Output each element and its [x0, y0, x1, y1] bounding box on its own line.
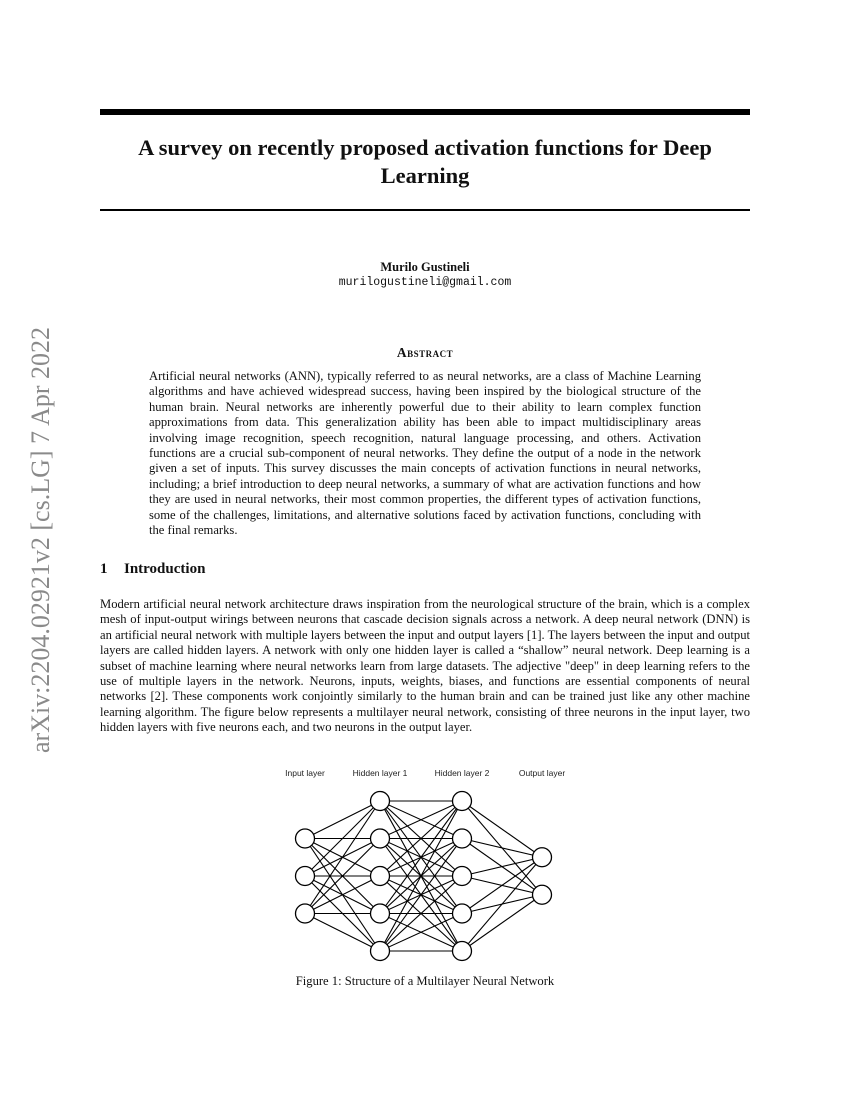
neuron-layer2-3 — [371, 867, 390, 886]
figure-caption: Figure 1: Structure of a Multilayer Neural Network — [295, 974, 555, 988]
neuron-layer2-5 — [371, 942, 390, 961]
neuron-layer3-3 — [453, 867, 472, 886]
layer-label-1: Input layer — [285, 768, 325, 778]
connection-L3-4-1 — [462, 857, 542, 913]
section-title: Introduction — [124, 561, 206, 577]
arxiv-identifier-text: arXiv:2204.02921v2 [cs.LG] 7 Apr 2022 — [26, 326, 55, 754]
neuron-layer3-2 — [453, 829, 472, 848]
neuron-layer1-2 — [296, 867, 315, 886]
introduction-paragraph: Modern artificial neural network architecture draws inspiration from the neurological structure of the brain, which is a complex mesh of input-output wirings between neurons that cascade decision signals across a network. A deep neural network (DNN) is an artificial neural network with multiple layers between the input and output layers [1]. The layers between the input and output layers are called hidden layers. A network with only one hidden layer is called a “shallow” neural network. Deep learning is a subset of machine learning where neural networks learn from large datasets. The adjective "deep" in deep learning refers to the use of multiple layers in the network. Neurons, inputs, weights, biases, and functions are essential components of neural networks [2]. These components work conjointly similarly to the human brain and can be trained just like any other machine learning algorithm. The figure below represents a multilayer neural network, consisting of three neurons in the input layer, two hidden layers with five neurons each, and two neurons in the output layer. — [100, 597, 750, 735]
connection-L3-5-2 — [462, 895, 542, 951]
title-bottom-rule — [100, 209, 750, 211]
neural-network-diagram — [270, 762, 590, 972]
neuron-layer4-1 — [533, 848, 552, 867]
neuron-layer3-1 — [453, 792, 472, 811]
layer-label-4: Output layer — [518, 768, 566, 778]
section-heading — [100, 561, 205, 578]
connection-L1-1-1 — [305, 801, 380, 839]
author-name: Murilo Gustineli — [380, 260, 470, 274]
connection-L3-2-1 — [462, 839, 542, 858]
section-number: 1 — [100, 561, 108, 577]
connection-L1-3-5 — [305, 914, 380, 952]
neuron-layer4-2 — [533, 885, 552, 904]
layer-label-2: Hidden layer 1 — [352, 768, 408, 778]
connection-L1-3-1 — [305, 801, 380, 914]
neuron-layer2-4 — [371, 904, 390, 923]
abstract-heading: Abstract — [396, 345, 454, 360]
connection-L3-5-1 — [462, 857, 542, 951]
neuron-layer1-3 — [296, 904, 315, 923]
neural-network-figure — [270, 762, 590, 972]
abstract-text: Artificial neural networks (ANN), typically referred to as neural networks, are a class of Machine Learning algorithms and have achieved widespread success, having been inspired by the biological structure of the human brain. Neural networks are inherently powerful due to their ability to learn complex function approximations from data. This generalization ability has been able to impact multidisciplinary areas involving image recognition, speech recognition, natural language processing, and others. Activation functions are a crucial sub-component of neural networks. They define the output of a node in the network given a set of inputs. This survey discusses the main concepts of activation functions in neural networks, including; a brief introduction to deep neural networks, a summary of what are activation functions and how they are used in neural networks, their most common properties, the different types of activation functions, some of the challenges, limitations, and alternative solutions faced by activation functions, concluding with the final remarks. — [149, 369, 701, 538]
connection-L3-3-1 — [462, 857, 542, 876]
paper-title: A survey on recently proposed activation functions for Deep Learning — [138, 135, 712, 188]
layer-label-3: Hidden layer 2 — [434, 768, 490, 778]
neuron-layer3-5 — [453, 942, 472, 961]
arxiv-identifier-margin — [18, 300, 64, 780]
neuron-layer2-1 — [371, 792, 390, 811]
title-top-rule — [100, 109, 750, 115]
neuron-layer1-1 — [296, 829, 315, 848]
neuron-layer3-4 — [453, 904, 472, 923]
author-email: murilogustineli@gmail.com — [338, 276, 512, 289]
neuron-layer2-2 — [371, 829, 390, 848]
connection-L3-1-1 — [462, 801, 542, 857]
